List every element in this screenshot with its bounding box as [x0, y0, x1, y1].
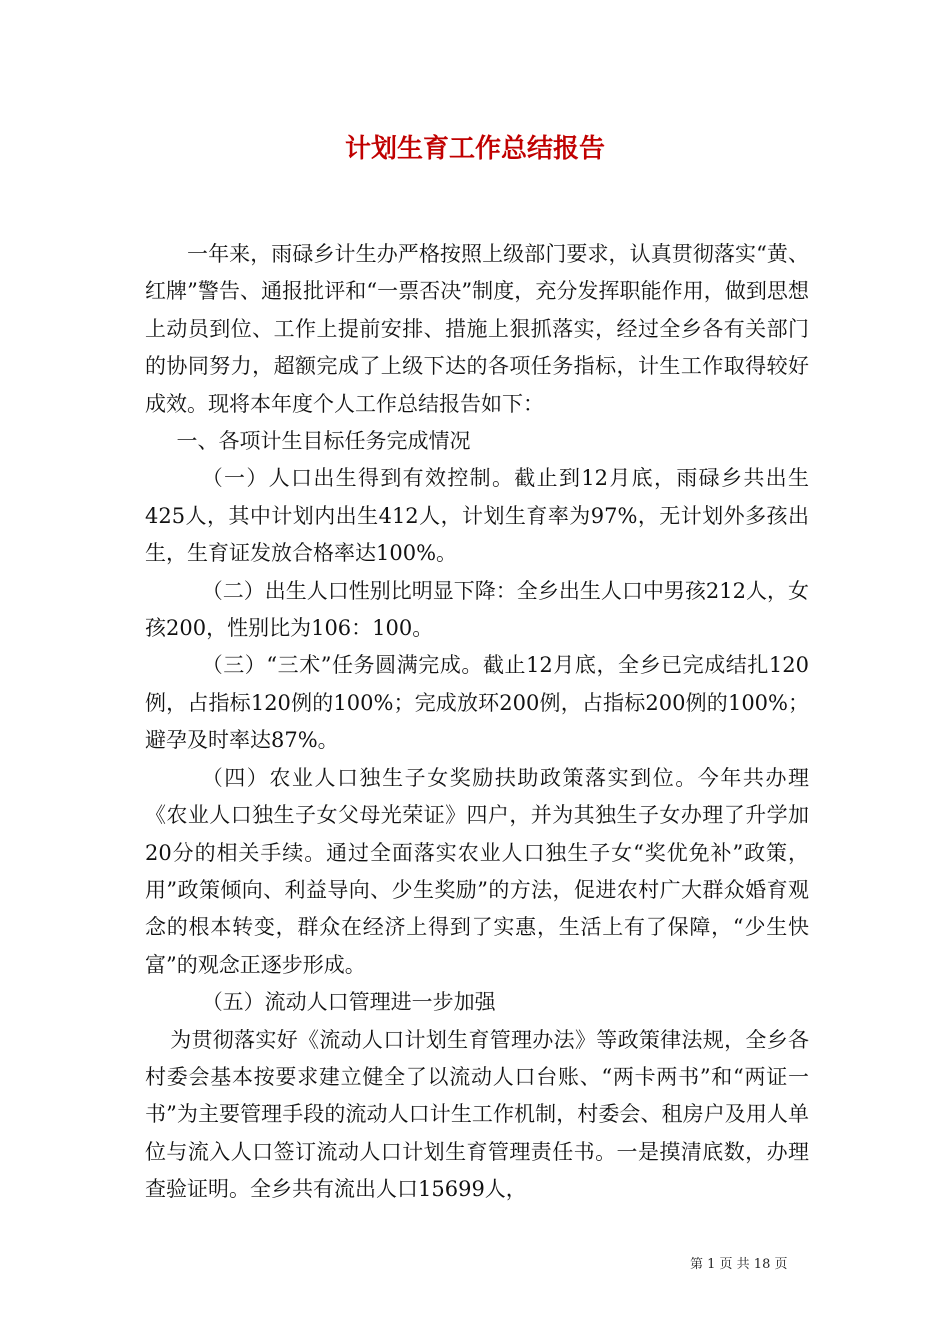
paragraph-item-3: （三）“三术”任务圆满完成。截止12月底，全乡已完成结扎120例，占指标120例的100%；完成放环200例，占指标200例的100%；避孕及时率达87%。	[145, 653, 809, 753]
paragraph-item-1: （一）人口出生得到有效控制。截止到12月底，雨碌乡共出生425人，其中计划内出生412人，计划生育率为97%，无计划外多孩出生，生育证发放合格率达100%。	[145, 466, 809, 566]
paragraph-item-4: （四）农业人口独生子女奖励扶助政策落实到位。今年共办理《农业人口独生子女父母光荣证》四户，并为其独生子女办理了升学加20分的相关手续。通过全面落实农业人口独生子女“奖优免补”政策，用”政策倾向、利益导向、少生奖励”的方法，促进农村广大群众婚育观念的根本转变，群众在经济上得到了实惠，生活上有了保障，“少生快富”的观念正逐步形成。	[145, 765, 809, 977]
paragraph-item-2: （二）出生人口性别比明显下降：全乡出生人口中男孩212人，女孩200，性别比为106：100。	[145, 578, 809, 641]
page-number-footer: 第 1 页 共 18 页	[690, 1257, 788, 1272]
paragraph-intro: 一年来，雨碌乡计生办严格按照上级部门要求，认真贯彻落实“黄、红牌”警告、通报批评和“一票否决”制度，充分发挥职能作用，做到思想上动员到位、工作上提前安排、措施上狠抓落实，经过全乡各有关部门的协同努力，超额完成了上级下达的各项任务指标，计生工作取得较好成效。现将本年度个人工作总结报告如下：	[145, 242, 809, 416]
document-title: 计划生育工作总结报告	[344, 134, 605, 164]
paragraph-item-5-heading: （五）流动人口管理进一步加强	[201, 990, 496, 1015]
document-body	[145, 236, 809, 1209]
section-heading-1: 一、各项计生目标任务完成情况	[176, 429, 471, 454]
paragraph-item-5-body: 为贯彻落实好《流动人口计划生育管理办法》等政策律法规，全乡各村委会基本按要求建立健全了以流动人口台账、“两卡两书”和“两证一书”为主要管理手段的流动人口计生工作机制，村委会、租房户及用人单位与流入人口签订流动人口计划生育管理责任书。一是摸清底数，办理查验证明。全乡共有流出人口15699人，	[145, 1027, 809, 1202]
